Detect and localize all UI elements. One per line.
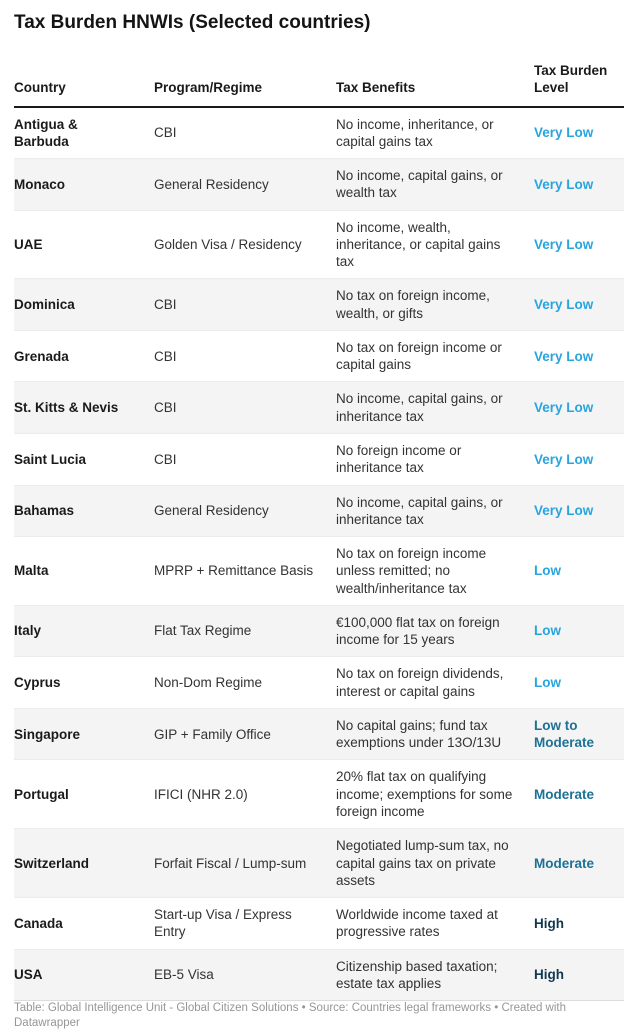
cell-country: Bahamas (14, 485, 154, 537)
cell-tax-burden-level: Very Low (534, 330, 624, 382)
cell-country: Grenada (14, 330, 154, 382)
cell-program-regime: EB-5 Visa (154, 949, 336, 1001)
column-header-benefits: Tax Benefits (336, 59, 534, 107)
table-row (14, 708, 624, 760)
cell-country: Antigua & Barbuda (14, 116, 78, 149)
cell-country: Malta (14, 537, 154, 606)
cell-country: St. Kitts & Nevis (14, 382, 154, 434)
cell-tax-benefits: 20% flat tax on qualifying income; exemptions for some foreign income (336, 760, 534, 829)
table-row (14, 485, 624, 537)
table-row (14, 760, 624, 829)
table-body (14, 107, 624, 1001)
cell-tax-burden-level: Very Low (534, 434, 624, 486)
cell-country: Saint Lucia (14, 434, 154, 486)
page-title: Tax Burden HNWIs (Selected countries) (14, 12, 371, 33)
cell-tax-burden-level: Low (534, 605, 624, 657)
table-row (14, 605, 624, 657)
table-row (14, 829, 624, 898)
cell-country: Canada (14, 898, 154, 950)
cell-program-regime: CBI (154, 434, 336, 486)
cell-tax-burden-level: Low (534, 657, 624, 709)
table-row (14, 898, 624, 950)
cell-program-regime: CBI (154, 330, 336, 382)
cell-country: Switzerland (14, 829, 154, 898)
cell-tax-burden-level: Very Low (534, 210, 624, 279)
cell-program-regime: IFICI (NHR 2.0) (154, 760, 336, 829)
cell-tax-burden-level: Very Low (534, 485, 624, 537)
cell-tax-benefits: No tax on foreign income unless remitted; no wealth/inheritance tax (336, 537, 534, 606)
cell-program-regime: Non-Dom Regime (154, 657, 336, 709)
cell-tax-benefits: No capital gains; fund tax exemptions under 13O/13U (336, 708, 534, 760)
cell-country: Singapore (14, 708, 154, 760)
cell-program-regime: CBI (154, 125, 177, 141)
table-row (14, 279, 624, 331)
cell-tax-burden-level: Low to Moderate (534, 708, 624, 760)
cell-country: Cyprus (14, 657, 154, 709)
cell-tax-benefits: No foreign income or inheritance tax (336, 434, 534, 486)
tax-burden-table (14, 59, 624, 1001)
cell-tax-burden-level: High (534, 949, 624, 1001)
cell-country: Italy (14, 605, 154, 657)
cell-tax-benefits: No income, capital gains, or inheritance tax (336, 485, 534, 537)
table-row (14, 159, 624, 211)
cell-tax-benefits: Citizenship based taxation; estate tax applies (336, 949, 534, 1001)
table-row (14, 330, 624, 382)
cell-tax-benefits: Worldwide income taxed at progressive rates (336, 898, 534, 950)
table-footer-credits: Table: Global Intelligence Unit - Global Citizen Solutions • Source: Countries legal frameworks • Created with Datawrapper (14, 1002, 567, 1030)
cell-program-regime: GIP + Family Office (154, 708, 336, 760)
table-row (14, 434, 624, 486)
cell-country: Monaco (14, 159, 154, 211)
cell-country: Portugal (14, 760, 154, 829)
cell-program-regime: Golden Visa / Residency (154, 210, 336, 279)
cell-tax-benefits: €100,000 flat tax on foreign income for 15 years (336, 605, 534, 657)
cell-program-regime: General Residency (154, 485, 336, 537)
table-row (14, 537, 624, 606)
cell-tax-burden-level: Very Low (534, 382, 624, 434)
cell-tax-burden-level: Moderate (534, 760, 624, 829)
table-row (14, 949, 624, 1001)
column-header-program: Program/Regime (154, 59, 336, 107)
table-row (14, 107, 624, 159)
cell-tax-burden-level: Very Low (534, 279, 624, 331)
cell-tax-burden-level: High (534, 898, 624, 950)
cell-program-regime: Forfait Fiscal / Lump-sum (154, 829, 336, 898)
cell-country: UAE (14, 210, 154, 279)
cell-tax-benefits: No income, inheritance, or capital gains tax (336, 116, 494, 149)
cell-tax-benefits: No income, wealth, inheritance, or capital gains tax (336, 210, 534, 279)
cell-program-regime: General Residency (154, 159, 336, 211)
cell-tax-benefits: No tax on foreign dividends, interest or capital gains (336, 657, 534, 709)
column-header-country: Country (14, 59, 154, 107)
cell-program-regime: CBI (154, 382, 336, 434)
cell-tax-burden-level: Low (534, 537, 624, 606)
column-header-burden: Tax Burden Level (534, 59, 624, 107)
cell-program-regime: MPRP + Remittance Basis (154, 537, 336, 606)
cell-tax-burden-level: Moderate (534, 829, 624, 898)
cell-tax-benefits: No income, capital gains, or inheritance tax (336, 382, 534, 434)
table-row (14, 657, 624, 709)
cell-country: Dominica (14, 279, 154, 331)
cell-program-regime: CBI (154, 279, 336, 331)
cell-tax-benefits: No income, capital gains, or wealth tax (336, 159, 534, 211)
cell-program-regime: Flat Tax Regime (154, 605, 336, 657)
table-row (14, 210, 624, 279)
cell-tax-benefits: No tax on foreign income, wealth, or gifts (336, 279, 534, 331)
cell-country: USA (14, 949, 154, 1001)
table-row (14, 382, 624, 434)
cell-tax-burden-level: Very Low (534, 159, 624, 211)
cell-tax-benefits: Negotiated lump-sum tax, no capital gains tax on private assets (336, 829, 534, 898)
cell-tax-benefits: No tax on foreign income or capital gains (336, 330, 534, 382)
cell-program-regime: Start-up Visa / Express Entry (154, 898, 336, 950)
cell-tax-burden-level: Very Low (534, 125, 594, 141)
table-header (14, 59, 624, 107)
table-header-row (14, 59, 624, 107)
